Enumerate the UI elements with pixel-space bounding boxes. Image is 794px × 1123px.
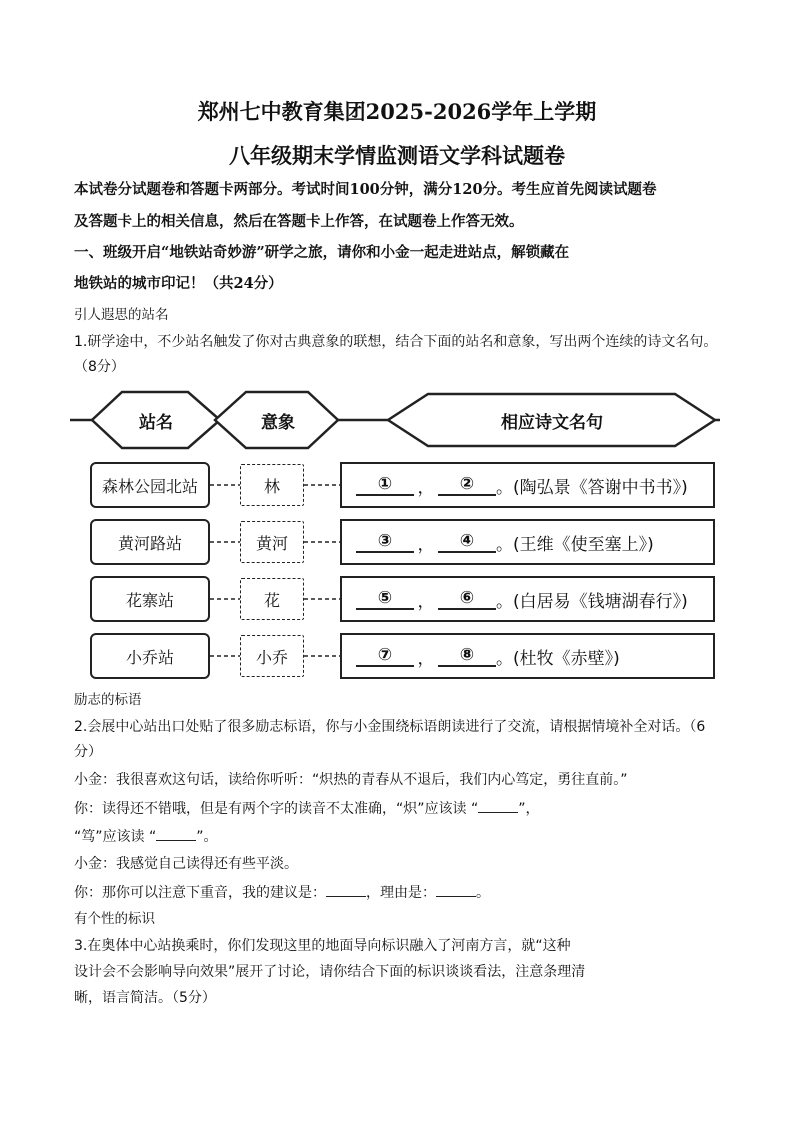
dialogue-text: ，理由是： [366, 885, 436, 901]
exam-title-line1: 郑州七中教育集团2025-2026学年上学期 [197, 99, 597, 124]
part1-heading: 引人遐思的站名 [74, 307, 169, 323]
comma: ， [417, 591, 435, 612]
dialogue-text: ”。 [196, 829, 218, 845]
dialogue-line5 [74, 882, 490, 903]
question2-line1: 2.会展中心站出口处贴了很多励志标语，你与小金围绕标语朗读进行了交流，请根据情境补全对话。（6 [74, 719, 706, 735]
dialogue-text: 你：读得还不错哦，但是有两个字的读音不太准确，“炽”应该读 “ [74, 801, 479, 817]
poem-box [340, 576, 715, 622]
poem-source: 。(杜牧《赤壁》) [496, 648, 620, 669]
intro-line2: 及答题卡上的相关信息，然后在答题卡上作答，在试题卷上作答无效。 [74, 213, 524, 230]
question3-line3: 晰，语言简洁。（5分） [74, 990, 216, 1006]
station-box: 小乔站 [90, 633, 210, 679]
blank-7[interactable]: ⑦ [356, 645, 414, 667]
dialogue-line4: 小金：我感觉自己读得还有些平淡。 [74, 856, 298, 872]
comma: ， [417, 534, 435, 555]
poem-box [340, 633, 715, 679]
answer-blank-reason[interactable] [436, 882, 476, 897]
header-imagery: 意象 [261, 412, 295, 433]
station-box: 花寨站 [90, 576, 210, 622]
answer-blank-suggestion[interactable] [326, 882, 366, 897]
blank-5[interactable]: ⑤ [356, 588, 414, 610]
blank-8[interactable]: ⑧ [438, 645, 496, 667]
dialogue-line2 [74, 798, 539, 819]
intro-line1: 本试卷分试题卷和答题卡两部分。考试时间100分钟，满分120分。考生应首先阅读试题卷 [74, 181, 657, 198]
imagery-box: 小乔 [240, 635, 304, 677]
header-station-name: 站名 [139, 412, 173, 433]
question1-line1: 1.研学途中，不少站名触发了你对古典意象的联想，结合下面的站名和意象，写出两个连续的诗文名句。 [74, 334, 718, 350]
section1-line2: 地铁站的城市印记！（共24分） [74, 275, 283, 292]
comma: ， [417, 648, 435, 669]
question2-line2: 分） [74, 744, 102, 760]
poem-source: 。(陶弘景《答谢中书书》) [496, 477, 688, 498]
dialogue-line1: 小金：我很喜欢这句话，读给你听听：“炽热的青春从不退后，我们内心笃定，勇往直前。” [74, 772, 628, 788]
header-poem-lines: 相应诗文名句 [501, 412, 603, 433]
poem-source: 。(王维《使至塞上》) [496, 534, 654, 555]
dialogue-text: ”， [518, 801, 540, 817]
poem-source: 。(白居易《钱塘湖春行》) [496, 591, 688, 612]
dialogue-text: “笃”应该读 “ [74, 829, 157, 845]
dialogue-text: 你：那你可以注意下重音，我的建议是： [74, 885, 326, 901]
part2-heading: 励志的标语 [74, 692, 142, 708]
station-box: 森林公园北站 [90, 462, 210, 508]
poem-box [340, 462, 715, 508]
blank-2[interactable]: ② [438, 474, 496, 496]
answer-blank-chi[interactable] [478, 798, 518, 813]
dialogue-line3 [74, 826, 217, 847]
blank-4[interactable]: ④ [438, 531, 496, 553]
imagery-box: 黄河 [240, 521, 304, 563]
question3-line2: 设计会不会影响导向效果”展开了讨论，请你结合下面的标识谈谈看法，注意条理清 [74, 964, 586, 980]
poem-box [340, 519, 715, 565]
imagery-box: 林 [240, 464, 304, 506]
imagery-box: 花 [240, 578, 304, 620]
blank-1[interactable]: ① [356, 474, 414, 496]
station-box: 黄河路站 [90, 519, 210, 565]
blank-3[interactable]: ③ [356, 531, 414, 553]
part3-heading: 有个性的标识 [74, 911, 155, 927]
station-poem-diagram [70, 384, 720, 694]
blank-6[interactable]: ⑥ [438, 588, 496, 610]
question3-line1: 3.在奥体中心站换乘时，你们发现这里的地面导向标识融入了河南方言，就“这种 [74, 938, 571, 954]
exam-title-line2: 八年级期末学情监测语文学科试题卷 [229, 143, 565, 168]
question1-line2: （8分） [74, 359, 125, 375]
comma: ， [417, 477, 435, 498]
dialogue-text: 。 [476, 885, 490, 901]
answer-blank-du[interactable] [156, 826, 196, 841]
section1-line1: 一、班级开启“地铁站奇妙游”研学之旅，请你和小金一起走进站点，解锁藏在 [74, 244, 570, 261]
